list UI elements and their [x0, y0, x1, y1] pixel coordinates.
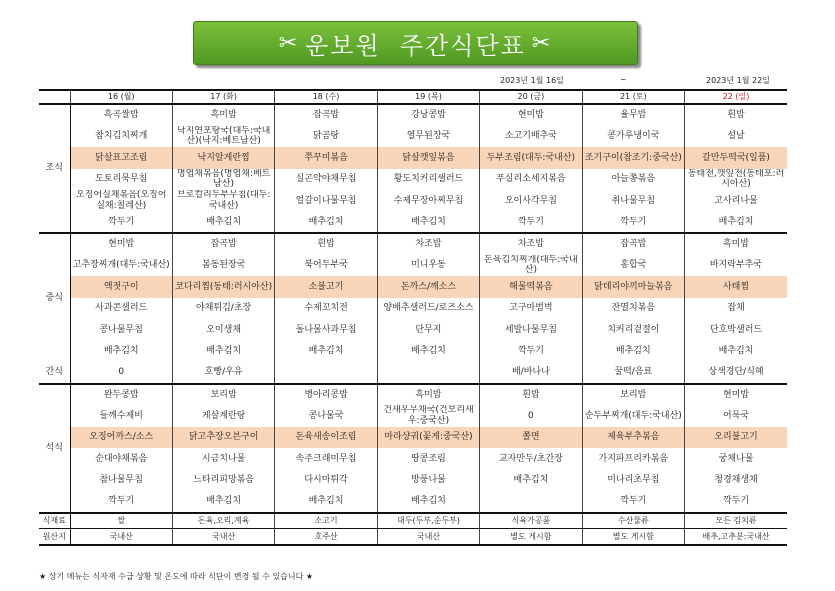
menu-row — [39, 169, 787, 191]
menu-cell: 별도 게시함 — [480, 529, 582, 545]
ingredients-row — [39, 513, 787, 529]
menu-cell: 낙지알게란찜 — [172, 147, 274, 169]
menu-row — [39, 233, 787, 255]
menu-cell: 건새우무채국(건보리새우:중국산) — [377, 405, 479, 427]
menu-row — [39, 427, 787, 449]
menu-cell: 현미밥 — [70, 233, 172, 255]
menu-cell: 액젓구이 — [70, 276, 172, 298]
menu-cell: 차조밥 — [377, 233, 479, 255]
menu-cell: 취나물무침 — [582, 190, 684, 212]
menu-row — [39, 212, 787, 234]
menu-cell: 배추김치 — [685, 341, 787, 363]
menu-cell: 0 — [70, 362, 172, 384]
meal-label: 중식 — [39, 233, 70, 362]
menu-row — [39, 147, 787, 169]
menu-cell: 호주산 — [275, 529, 377, 545]
menu-cell: 오리불고기 — [685, 427, 787, 449]
day-header: 18 (수) — [275, 90, 377, 104]
menu-cell: 보리밥 — [172, 384, 274, 406]
menu-cell: 다시마튀각 — [275, 470, 377, 492]
menu-cell: 돈육새송이조림 — [275, 427, 377, 449]
menu-cell: 식육가공품 — [480, 513, 582, 529]
date-range — [0, 75, 835, 89]
page-title: 운보원 주간식단표 — [305, 31, 526, 60]
meal-label: 간식 — [39, 362, 70, 384]
date-separator: ~ — [620, 75, 627, 84]
menu-row — [39, 298, 787, 320]
menu-cell: 봄동된장국 — [172, 255, 274, 277]
menu-row — [39, 341, 787, 363]
menu-cell: 닭살표고조림 — [70, 147, 172, 169]
menu-row — [39, 126, 787, 148]
menu-cell: 고구마범벅 — [480, 298, 582, 320]
day-header: 19 (목) — [377, 90, 479, 104]
menu-cell: 오징어실채볶음(오징어실채:칠레산) — [70, 190, 172, 212]
menu-cell: 배추김치 — [685, 212, 787, 234]
menu-row — [39, 190, 787, 212]
title-banner — [193, 21, 638, 65]
menu-cell: 국내산 — [377, 529, 479, 545]
menu-cell: 수산물류 — [582, 513, 684, 529]
menu-cell: 순두부찌개(대두:국내산) — [582, 405, 684, 427]
menu-cell: 흑미밥 — [685, 233, 787, 255]
menu-row — [39, 384, 787, 406]
menu-cell: 흑곡쌀밥 — [70, 104, 172, 126]
menu-cell: 콩나물국 — [275, 405, 377, 427]
menu-cell: 잡곡밥 — [582, 233, 684, 255]
menu-cell: 제육부추볶음 — [582, 427, 684, 449]
menu-cell: 흰밥 — [275, 233, 377, 255]
menu-cell: 흑미밥 — [172, 104, 274, 126]
menu-cell: 닭고추장오븐구이 — [172, 427, 274, 449]
menu-row — [39, 104, 787, 126]
menu-row — [39, 255, 787, 277]
menu-cell: 완두콩밥 — [70, 384, 172, 406]
menu-cell: 단무지 — [377, 319, 479, 341]
snack-row — [39, 362, 787, 384]
menu-cell: 들깨수제비 — [70, 405, 172, 427]
menu-cell: 상색경단/식혜 — [685, 362, 787, 384]
menu-cell: 두부조림(대두:국내산) — [480, 147, 582, 169]
menu-cell: 차조밥 — [480, 233, 582, 255]
menu-cell: 오징어까스/소스 — [70, 427, 172, 449]
menu-cell: 설날 — [685, 126, 787, 148]
menu-cell: 깍두기 — [480, 212, 582, 234]
menu-cell: 깍두기 — [582, 491, 684, 513]
menu-cell — [275, 362, 377, 384]
menu-cell: 궁채나물 — [685, 448, 787, 470]
menu-cell: 배추,고추분:국내산 — [685, 529, 787, 545]
menu-cell: 코다리찜(동태:러시아산) — [172, 276, 274, 298]
menu-cell: 강낭콩밥 — [377, 104, 479, 126]
menu-cell: 별도 게시함 — [582, 529, 684, 545]
menu-cell: 잡곡밥 — [172, 233, 274, 255]
menu-cell: 배추김치 — [377, 341, 479, 363]
menu-cell: 국내산 — [70, 529, 172, 545]
menu-cell — [377, 362, 479, 384]
menu-cell: 교자만두/초간장 — [480, 448, 582, 470]
menu-row — [39, 405, 787, 427]
origin-row — [39, 529, 787, 545]
menu-cell: 사과콘샐러드 — [70, 298, 172, 320]
menu-row — [39, 319, 787, 341]
menu-cell: 미나리초무침 — [582, 470, 684, 492]
menu-cell: 배추김치 — [377, 212, 479, 234]
menu-cell: 참치김치찌개 — [70, 126, 172, 148]
meal-label: 식재료 — [39, 513, 70, 529]
menu-cell: 야채튀김/초장 — [172, 298, 274, 320]
menu-cell: 순대야채볶음 — [70, 448, 172, 470]
meal-label: 석식 — [39, 384, 70, 513]
menu-cell: 속주크래미무침 — [275, 448, 377, 470]
menu-cell: 잡곡밥 — [275, 104, 377, 126]
meal-label: 원산지 — [39, 529, 70, 545]
menu-cell: 열무된장국 — [377, 126, 479, 148]
menu-cell: 돌나물사과무침 — [275, 319, 377, 341]
menu-cell: 오이사각무침 — [480, 190, 582, 212]
menu-cell: 해물떡볶음 — [480, 276, 582, 298]
menu-cell: 배추김치 — [70, 341, 172, 363]
menu-row — [39, 276, 787, 298]
menu-cell: 수제꼬치전 — [275, 298, 377, 320]
menu-cell — [480, 491, 582, 513]
date-end: 2023년 1월 22일 — [706, 76, 770, 85]
menu-cell: 배추김치 — [275, 491, 377, 513]
menu-cell: 황도치커리샐러드 — [377, 169, 479, 191]
menu-cell: 단호박샐러드 — [685, 319, 787, 341]
menu-cell: 현미밥 — [685, 384, 787, 406]
menu-cell: 고추장찌개(대두:국내산) — [70, 255, 172, 277]
menu-cell: 배추김치 — [172, 212, 274, 234]
day-header-sunday: 22 (일) — [685, 90, 787, 104]
menu-cell: 미니우동 — [377, 255, 479, 277]
menu-cell: 깍두기 — [480, 341, 582, 363]
menu-cell: 시금치나물 — [172, 448, 274, 470]
menu-row — [39, 491, 787, 513]
menu-cell: 쫄면 — [480, 427, 582, 449]
day-header: 16 (월) — [70, 90, 172, 104]
menu-cell: 대두(두부,순두부) — [377, 513, 479, 529]
menu-cell: 얼갈이나물무침 — [275, 190, 377, 212]
menu-cell: 배추김치 — [377, 491, 479, 513]
menu-row — [39, 470, 787, 492]
weekly-menu-table — [39, 89, 787, 546]
menu-cell: 콩가루냉이국 — [582, 126, 684, 148]
menu-cell: 보리밥 — [582, 384, 684, 406]
menu-cell: 배추김치 — [480, 470, 582, 492]
menu-cell: 명엽채볶음(명엽채:베트남산) — [172, 169, 274, 191]
menu-cell: 닭살깻잎볶음 — [377, 147, 479, 169]
menu-cell: 국내산 — [172, 529, 274, 545]
menu-cell: 쌀 — [70, 513, 172, 529]
menu-cell: 흑미밥 — [377, 384, 479, 406]
menu-cell: 깍두기 — [70, 491, 172, 513]
menu-cell: 북어두부국 — [275, 255, 377, 277]
menu-cell: 흰밥 — [685, 104, 787, 126]
menu-cell: 사태찜 — [685, 276, 787, 298]
menu-cell: 게살계란탕 — [172, 405, 274, 427]
menu-cell: 낙지연포탕국(대두:국내산)(낙지:베트남산) — [172, 126, 274, 148]
menu-cell: 꿀떡/음료 — [582, 362, 684, 384]
menu-cell: 실곤약야채무침 — [275, 169, 377, 191]
menu-cell: 방풍나물 — [377, 470, 479, 492]
menu-cell: 닭곰탕 — [275, 126, 377, 148]
day-header-row — [39, 90, 787, 104]
menu-cell: 배추김치 — [172, 491, 274, 513]
menu-cell: 쭈꾸미볶음 — [275, 147, 377, 169]
date-start: 2023년 1월 16일 — [500, 76, 564, 85]
menu-cell: 동태전,깻잎전(동태포:러시아산) — [685, 169, 787, 191]
menu-cell: 수제무장아찌무침 — [377, 190, 479, 212]
menu-cell: 갈만두떡국(일품) — [685, 147, 787, 169]
menu-cell: 율무밥 — [582, 104, 684, 126]
day-header: 17 (화) — [172, 90, 274, 104]
menu-cell: 바지락부추국 — [685, 255, 787, 277]
menu-cell: 어묵국 — [685, 405, 787, 427]
menu-cell: 호빵/우유 — [172, 362, 274, 384]
menu-cell: 깍두기 — [70, 212, 172, 234]
day-header: 21 (토) — [582, 90, 684, 104]
menu-cell: 배추김치 — [582, 341, 684, 363]
menu-cell: 푸실리소세지볶음 — [480, 169, 582, 191]
menu-cell: 소고기배추국 — [480, 126, 582, 148]
menu-cell: 홍합국 — [582, 255, 684, 277]
menu-cell: 세발나물무침 — [480, 319, 582, 341]
menu-cell: 배추김치 — [172, 341, 274, 363]
menu-cell: 돈육김치찌개(대두:국내산) — [480, 255, 582, 277]
menu-cell: 흰밥 — [480, 384, 582, 406]
utensils-icon: ✂ — [531, 30, 553, 56]
menu-cell: 소고기 — [275, 513, 377, 529]
menu-cell: 닭데리야끼마늘볶음 — [582, 276, 684, 298]
menu-cell: 느타리피망볶음 — [172, 470, 274, 492]
menu-cell: 조기구이(참조기:중국산) — [582, 147, 684, 169]
menu-cell: 배추김치 — [275, 212, 377, 234]
menu-cell: 0 — [480, 405, 582, 427]
menu-cell: 브로컬리두부무침(대두:국내산) — [172, 190, 274, 212]
menu-cell: 가지파프리카볶음 — [582, 448, 684, 470]
menu-cell: 돈까스/깨소스 — [377, 276, 479, 298]
menu-cell: 콩나물무침 — [70, 319, 172, 341]
menu-cell: 잡채 — [685, 298, 787, 320]
menu-cell: 참나물무침 — [70, 470, 172, 492]
menu-cell: 도토리묵무침 — [70, 169, 172, 191]
menu-row — [39, 448, 787, 470]
menu-cell: 오이생채 — [172, 319, 274, 341]
menu-cell: 모든 김치류 — [685, 513, 787, 529]
menu-cell: 깍두기 — [582, 212, 684, 234]
menu-cell: 배/바나나 — [480, 362, 582, 384]
menu-cell: 소불고기 — [275, 276, 377, 298]
menu-cell: 병아리콩밥 — [275, 384, 377, 406]
menu-cell: 배추김치 — [275, 341, 377, 363]
menu-cell: 양배추샐러드/로즈소스 — [377, 298, 479, 320]
menu-cell: 고사리나물 — [685, 190, 787, 212]
day-header: 20 (금) — [480, 90, 582, 104]
header-corner — [39, 90, 70, 104]
menu-cell: 치커리겉절이 — [582, 319, 684, 341]
notice-text: ★ 상기 메뉴는 식자재 수급 상황 및 온도에 따라 식단이 변경 될 수 있습니다 ★ — [39, 572, 314, 581]
meal-label: 조식 — [39, 104, 70, 233]
menu-cell: 마라샹궈(꽃게:중국산) — [377, 427, 479, 449]
menu-cell: 돈육,오리,계육 — [172, 513, 274, 529]
menu-cell: 땅콩조림 — [377, 448, 479, 470]
menu-cell: 청경채생채 — [685, 470, 787, 492]
menu-cell: 현미밥 — [480, 104, 582, 126]
menu-cell: 깍두기 — [685, 491, 787, 513]
menu-cell: 아늘쫑볶음 — [582, 169, 684, 191]
menu-cell: 잔멸치볶음 — [582, 298, 684, 320]
utensils-icon: ✂ — [278, 30, 300, 56]
